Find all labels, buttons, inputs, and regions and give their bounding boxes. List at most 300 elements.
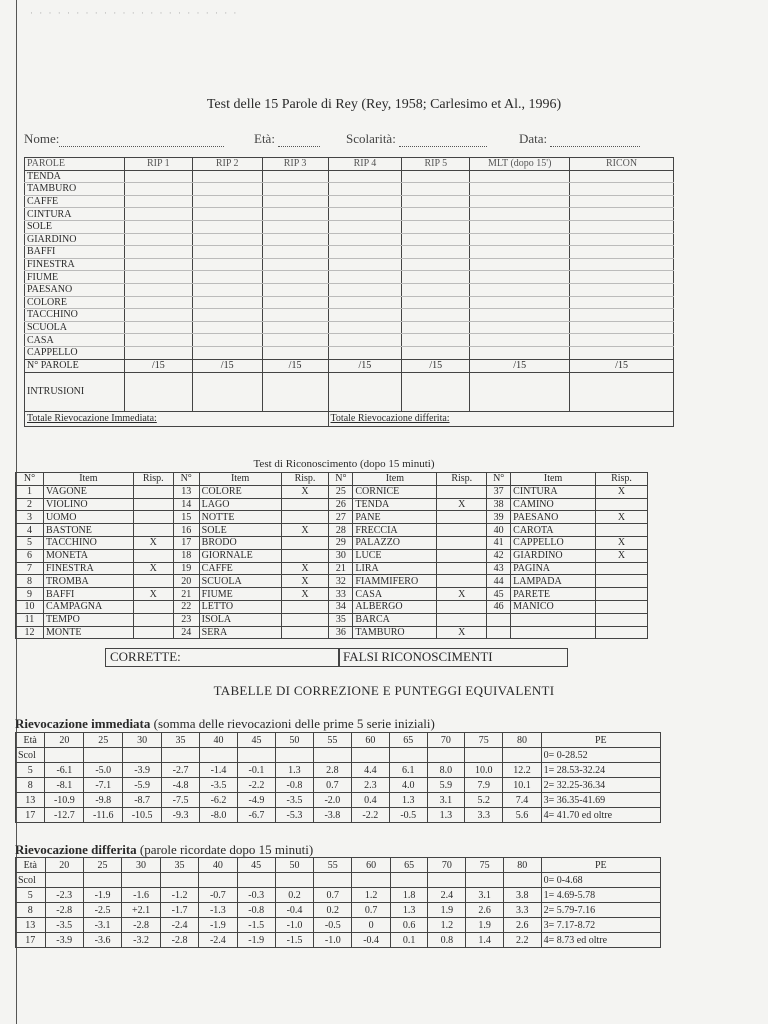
recall-cell[interactable] — [570, 283, 674, 296]
recall-cell[interactable] — [124, 246, 192, 259]
age-header: 20 — [45, 858, 83, 873]
recall-cell[interactable] — [328, 208, 402, 221]
item-response[interactable] — [133, 575, 173, 588]
recall-cell[interactable] — [470, 170, 570, 183]
intrusioni-cell[interactable] — [470, 372, 570, 411]
recall-cell[interactable] — [192, 346, 262, 359]
correction-row — [16, 793, 661, 808]
recall-cell[interactable] — [192, 321, 262, 334]
item-response[interactable]: X — [281, 524, 329, 537]
recall-cell[interactable] — [470, 309, 570, 322]
correction-value: 0.2 — [314, 903, 352, 918]
item-response[interactable] — [596, 600, 648, 613]
recall-cell[interactable] — [192, 183, 262, 196]
recall-cell[interactable] — [328, 220, 402, 233]
recall-cell[interactable] — [402, 321, 470, 334]
scol-value: 8 — [16, 778, 45, 793]
item-number: 4 — [16, 524, 44, 537]
item-response[interactable] — [437, 575, 487, 588]
item-word: PARETE — [511, 588, 596, 601]
empty-cell — [123, 748, 162, 763]
item-word: GIORNALE — [199, 549, 281, 562]
item-response[interactable] — [437, 549, 487, 562]
recall-cell[interactable] — [402, 271, 470, 284]
recall-cell[interactable] — [328, 309, 402, 322]
recall-cell[interactable] — [470, 233, 570, 246]
item-word: MANICO — [511, 600, 596, 613]
recall-cell[interactable] — [328, 283, 402, 296]
age-header: 65 — [389, 733, 427, 748]
correction-value: 10.1 — [503, 778, 541, 793]
recall-cell[interactable] — [470, 183, 570, 196]
totals-cell[interactable]: /15 — [570, 359, 674, 372]
item-response[interactable] — [281, 511, 329, 524]
recall-cell[interactable] — [328, 271, 402, 284]
recall-cell[interactable] — [470, 195, 570, 208]
recall-cell[interactable] — [124, 283, 192, 296]
age-header: 30 — [122, 858, 161, 873]
recall-cell[interactable] — [402, 170, 470, 183]
word-label: CAPPELLO — [25, 346, 125, 359]
correction-value: 5.2 — [465, 793, 503, 808]
recall-cell[interactable] — [402, 183, 470, 196]
intrusioni-cell[interactable] — [192, 372, 262, 411]
totals-cell[interactable]: /15 — [328, 359, 402, 372]
item-number: 13 — [173, 485, 199, 498]
recall-cell[interactable] — [192, 220, 262, 233]
correction-value: 3.8 — [503, 888, 541, 903]
recall-cell[interactable] — [262, 346, 328, 359]
item-response[interactable] — [133, 485, 173, 498]
word-row — [25, 208, 674, 221]
recall-cell[interactable] — [124, 170, 192, 183]
scol-value: 13 — [16, 918, 46, 933]
recall-cell[interactable] — [402, 258, 470, 271]
nome-field[interactable] — [24, 131, 224, 147]
totals-cell[interactable]: /15 — [470, 359, 570, 372]
recall-cell[interactable] — [124, 233, 192, 246]
item-response[interactable] — [437, 485, 487, 498]
totals-cell[interactable]: /15 — [262, 359, 328, 372]
correction-value: -5.0 — [84, 763, 123, 778]
word-label: BAFFI — [25, 246, 125, 259]
recall-cell[interactable] — [262, 195, 328, 208]
item-response[interactable] — [133, 498, 173, 511]
recall-cell[interactable] — [192, 170, 262, 183]
item-response[interactable] — [281, 498, 329, 511]
scol-value: 5 — [16, 888, 46, 903]
recall-cell[interactable] — [192, 271, 262, 284]
scolarita-field[interactable] — [346, 131, 487, 147]
data-label: Data: — [519, 131, 548, 146]
word-row — [25, 258, 674, 271]
item-response[interactable]: X — [281, 575, 329, 588]
empty-cell — [466, 873, 504, 888]
word-label: SCUOLA — [25, 321, 125, 334]
differita-total-label[interactable]: Totale Rievocazione differita: — [328, 411, 674, 426]
correction-row — [16, 918, 661, 933]
recall-cell[interactable] — [192, 233, 262, 246]
totals-row — [25, 359, 674, 372]
item-response[interactable]: X — [281, 588, 329, 601]
recall-cell[interactable] — [124, 183, 192, 196]
item-response[interactable] — [133, 549, 173, 562]
recall-cell[interactable] — [470, 258, 570, 271]
item-response[interactable] — [133, 613, 173, 626]
recall-cell[interactable] — [124, 346, 192, 359]
item-response[interactable]: X — [437, 626, 487, 639]
item-response[interactable] — [596, 588, 648, 601]
differita-title-bold: Rievocazione differita — [15, 842, 137, 857]
word-label: TACCHINO — [25, 309, 125, 322]
recall-cell[interactable] — [570, 271, 674, 284]
item-response[interactable] — [596, 626, 648, 639]
eta-field[interactable] — [254, 131, 320, 147]
recall-cell[interactable] — [192, 296, 262, 309]
correction-value: -0.4 — [275, 903, 313, 918]
recall-cell[interactable] — [262, 233, 328, 246]
recall-cell[interactable] — [570, 334, 674, 347]
scolarita-label: Scolarità: — [346, 131, 396, 146]
recall-cell[interactable] — [192, 208, 262, 221]
corrette-box[interactable] — [105, 648, 340, 667]
item-response[interactable]: X — [133, 588, 173, 601]
recall-cell[interactable] — [262, 296, 328, 309]
recall-cell[interactable] — [402, 233, 470, 246]
recall-cell[interactable] — [402, 296, 470, 309]
item-response[interactable] — [437, 536, 487, 549]
recognition-row — [16, 562, 648, 575]
correction-value: -9.8 — [84, 793, 123, 808]
item-word: CORNICE — [353, 485, 437, 498]
totals-cell[interactable]: /15 — [124, 359, 192, 372]
item-response[interactable] — [437, 511, 487, 524]
data-field[interactable] — [519, 131, 640, 147]
recall-cell[interactable] — [124, 309, 192, 322]
item-response[interactable] — [596, 613, 648, 626]
correction-value: 0.7 — [352, 903, 390, 918]
recall-cell[interactable] — [328, 296, 402, 309]
recall-cell[interactable] — [192, 334, 262, 347]
recognition-header: N° — [16, 473, 44, 486]
recall-table — [24, 157, 674, 427]
corrette-label: CORRETTE: — [110, 649, 181, 664]
item-response[interactable] — [133, 511, 173, 524]
recall-cell[interactable] — [262, 321, 328, 334]
correction-value: -0.8 — [237, 903, 275, 918]
word-row — [25, 346, 674, 359]
recognition-header: N° — [173, 473, 199, 486]
recall-cell[interactable] — [192, 309, 262, 322]
recall-cell[interactable] — [328, 346, 402, 359]
word-row — [25, 170, 674, 183]
correction-value: 1.2 — [428, 918, 466, 933]
correction-value: 0.8 — [428, 933, 466, 948]
correction-value: -1.3 — [199, 903, 237, 918]
recall-cell[interactable] — [328, 170, 402, 183]
item-response[interactable]: X — [596, 536, 648, 549]
recall-cell[interactable] — [124, 321, 192, 334]
empty-cell — [275, 748, 313, 763]
recall-col-header: MLT (dopo 15') — [470, 158, 570, 171]
empty-cell — [237, 873, 275, 888]
intrusioni-cell[interactable] — [570, 372, 674, 411]
correction-value: -3.5 — [200, 778, 238, 793]
item-number — [487, 626, 511, 639]
recall-cell[interactable] — [470, 321, 570, 334]
age-header: 80 — [503, 858, 541, 873]
correction-value: 0.6 — [390, 918, 428, 933]
correction-value: 1.4 — [466, 933, 504, 948]
intrusioni-cell[interactable] — [402, 372, 470, 411]
item-word: TEMPO — [43, 613, 133, 626]
item-number: 7 — [16, 562, 44, 575]
item-number: 12 — [16, 626, 44, 639]
age-header: 25 — [84, 733, 123, 748]
item-word: MONTE — [43, 626, 133, 639]
correction-value: 0.7 — [314, 888, 352, 903]
recall-cell[interactable] — [570, 220, 674, 233]
recall-cell[interactable] — [262, 183, 328, 196]
item-word: PANE — [353, 511, 437, 524]
item-response[interactable] — [437, 613, 487, 626]
age-header: 65 — [390, 858, 428, 873]
recall-cell[interactable] — [262, 170, 328, 183]
item-number: 29 — [329, 536, 353, 549]
correction-value: -3.6 — [83, 933, 121, 948]
item-number: 39 — [487, 511, 511, 524]
age-header: 60 — [352, 858, 390, 873]
recall-cell[interactable] — [262, 258, 328, 271]
word-row — [25, 296, 674, 309]
recognition-title: Test di Riconoscimento (dopo 15 minuti) — [253, 458, 435, 470]
recall-cell[interactable] — [192, 246, 262, 259]
recall-cell[interactable] — [124, 208, 192, 221]
item-number: 41 — [487, 536, 511, 549]
recall-cell[interactable] — [470, 208, 570, 221]
recall-cell[interactable] — [570, 246, 674, 259]
recall-cell[interactable] — [328, 258, 402, 271]
empty-cell — [83, 873, 121, 888]
pe-value: 3= 7.17-8.72 — [541, 918, 660, 933]
item-response[interactable]: X — [437, 588, 487, 601]
scol-header-row — [16, 873, 661, 888]
recall-cell[interactable] — [570, 309, 674, 322]
scol-value: 8 — [16, 903, 46, 918]
correction-value: -2.7 — [162, 763, 200, 778]
recall-cell[interactable] — [262, 309, 328, 322]
recall-cell[interactable] — [402, 309, 470, 322]
correction-value: 1.9 — [466, 918, 504, 933]
correction-row — [16, 808, 661, 823]
item-number: 32 — [329, 575, 353, 588]
correction-value: -6.2 — [200, 793, 238, 808]
item-word: VIOLINO — [43, 498, 133, 511]
immediata-title-rest: (somma delle rievocazioni delle prime 5 serie iniziali) — [150, 716, 435, 731]
recall-cell[interactable] — [402, 283, 470, 296]
correction-value: 5.6 — [503, 808, 541, 823]
word-label: SOLE — [25, 220, 125, 233]
recall-cell[interactable] — [262, 246, 328, 259]
recall-cell[interactable] — [328, 334, 402, 347]
item-word: PAGINA — [511, 562, 596, 575]
item-response[interactable] — [437, 562, 487, 575]
item-response[interactable] — [133, 626, 173, 639]
scol-label: Scol — [16, 748, 45, 763]
recall-cell[interactable] — [328, 233, 402, 246]
recall-cell[interactable] — [262, 283, 328, 296]
recall-cell[interactable] — [470, 346, 570, 359]
empty-cell — [351, 748, 389, 763]
recall-cell[interactable] — [470, 334, 570, 347]
intrusioni-cell[interactable] — [124, 372, 192, 411]
recall-cell[interactable] — [262, 220, 328, 233]
recall-cell[interactable] — [124, 258, 192, 271]
immediata-total-label[interactable]: Totale Rievocazione Immediata: — [25, 411, 329, 426]
totals-cell[interactable]: /15 — [192, 359, 262, 372]
item-number: 27 — [329, 511, 353, 524]
recall-cell[interactable] — [470, 283, 570, 296]
recall-cell[interactable] — [262, 334, 328, 347]
correction-value: 2.2 — [503, 933, 541, 948]
recall-cell[interactable] — [470, 246, 570, 259]
empty-cell — [160, 873, 198, 888]
recall-cell[interactable] — [402, 195, 470, 208]
item-number: 21 — [329, 562, 353, 575]
item-word: TAMBURO — [353, 626, 437, 639]
item-response[interactable]: X — [596, 511, 648, 524]
correction-value: 6.1 — [389, 763, 427, 778]
recall-cell[interactable] — [124, 195, 192, 208]
recognition-header: Risp. — [133, 473, 173, 486]
item-response[interactable]: X — [281, 562, 329, 575]
recall-cell[interactable] — [402, 246, 470, 259]
recall-cell[interactable] — [402, 208, 470, 221]
item-response[interactable] — [281, 600, 329, 613]
recall-cell[interactable] — [192, 195, 262, 208]
item-response[interactable] — [437, 524, 487, 537]
item-response[interactable] — [596, 562, 648, 575]
correction-value: -1.0 — [275, 918, 313, 933]
age-header: 20 — [45, 733, 84, 748]
item-response[interactable] — [596, 498, 648, 511]
recall-cell[interactable] — [192, 258, 262, 271]
recall-cell[interactable] — [262, 271, 328, 284]
item-response[interactable] — [596, 575, 648, 588]
item-response[interactable]: X — [437, 498, 487, 511]
age-header: 80 — [503, 733, 541, 748]
recall-cell[interactable] — [570, 321, 674, 334]
nome-label: Nome: — [24, 131, 60, 146]
recall-cell[interactable] — [328, 195, 402, 208]
item-word: TENDA — [353, 498, 437, 511]
intrusioni-cell[interactable] — [262, 372, 328, 411]
recall-cell[interactable] — [192, 283, 262, 296]
recall-cell[interactable] — [402, 346, 470, 359]
item-number: 33 — [329, 588, 353, 601]
falsi-box[interactable] — [338, 648, 568, 667]
immediata-heading — [15, 716, 435, 732]
item-response[interactable]: X — [596, 549, 648, 562]
correction-value: -0.8 — [275, 778, 313, 793]
pe-value: 4= 41.70 ed oltre — [541, 808, 660, 823]
item-number: 24 — [173, 626, 199, 639]
intrusioni-cell[interactable] — [328, 372, 402, 411]
word-label: PAESANO — [25, 283, 125, 296]
recall-cell[interactable] — [402, 334, 470, 347]
recall-cell[interactable] — [124, 271, 192, 284]
eta-label: Età — [16, 733, 45, 748]
item-response[interactable] — [281, 549, 329, 562]
scol-value: 17 — [16, 933, 46, 948]
recall-cell[interactable] — [570, 296, 674, 309]
item-word: SCUOLA — [199, 575, 281, 588]
item-response[interactable] — [281, 613, 329, 626]
correction-value: 1.3 — [427, 808, 464, 823]
item-response[interactable] — [281, 626, 329, 639]
item-response[interactable]: X — [281, 485, 329, 498]
correction-value: -8.0 — [200, 808, 238, 823]
age-header-row — [16, 858, 661, 873]
item-number: 23 — [173, 613, 199, 626]
item-word: PAESANO — [511, 511, 596, 524]
recall-cell[interactable] — [124, 296, 192, 309]
item-response[interactable]: X — [596, 485, 648, 498]
item-response[interactable] — [281, 536, 329, 549]
recall-cell[interactable] — [570, 170, 674, 183]
recall-cell[interactable] — [328, 321, 402, 334]
recall-cell[interactable] — [470, 296, 570, 309]
correction-value: 0.2 — [275, 888, 313, 903]
correction-value: 3.1 — [466, 888, 504, 903]
empty-cell — [200, 748, 238, 763]
recall-cell[interactable] — [570, 195, 674, 208]
item-response[interactable] — [437, 600, 487, 613]
recall-cell[interactable] — [470, 271, 570, 284]
recall-cell[interactable] — [570, 233, 674, 246]
recall-col-header: RIP 3 — [262, 158, 328, 171]
recall-cell[interactable] — [124, 334, 192, 347]
item-response[interactable]: X — [133, 562, 173, 575]
recall-cell[interactable] — [124, 220, 192, 233]
item-response[interactable] — [133, 600, 173, 613]
correction-value: -0.7 — [199, 888, 237, 903]
correction-value: -2.5 — [83, 903, 121, 918]
recall-cell[interactable] — [470, 220, 570, 233]
recall-cell[interactable] — [570, 258, 674, 271]
age-header: 70 — [427, 733, 464, 748]
correction-value: -2.4 — [160, 918, 198, 933]
recall-cell[interactable] — [570, 208, 674, 221]
recall-cell[interactable] — [570, 346, 674, 359]
age-header: 75 — [465, 733, 503, 748]
recall-cell[interactable] — [328, 183, 402, 196]
recall-cell[interactable] — [402, 220, 470, 233]
correction-value: -6.1 — [45, 763, 84, 778]
pe-header: PE — [541, 733, 660, 748]
item-response[interactable]: X — [133, 536, 173, 549]
recall-cell[interactable] — [262, 208, 328, 221]
totals-cell[interactable]: /15 — [402, 359, 470, 372]
empty-cell — [503, 873, 541, 888]
item-word: BASTONE — [43, 524, 133, 537]
item-response[interactable] — [133, 524, 173, 537]
correction-value: 2.6 — [503, 918, 541, 933]
item-response[interactable] — [596, 524, 648, 537]
item-word: VAGONE — [43, 485, 133, 498]
recall-cell[interactable] — [328, 246, 402, 259]
recall-cell[interactable] — [570, 183, 674, 196]
